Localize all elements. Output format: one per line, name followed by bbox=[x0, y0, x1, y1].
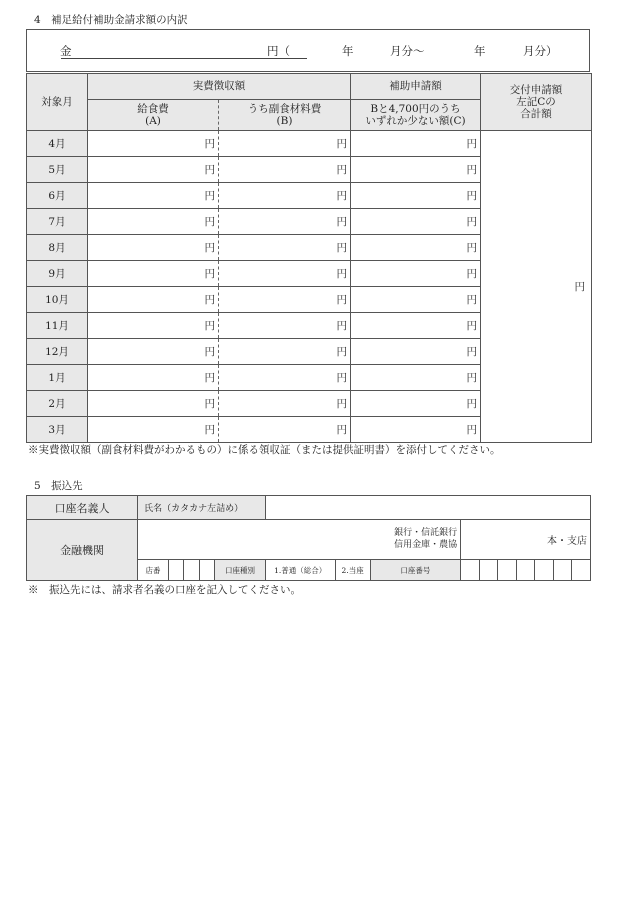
subsidy-header: 補助申請額 bbox=[351, 74, 481, 100]
side-material-sub: (B) bbox=[276, 115, 293, 127]
section5-title: 5 振込先 bbox=[34, 480, 83, 492]
section5-note: ※ 振込先には、請求者名義の口座を記入してください。 bbox=[28, 584, 301, 596]
account-number-digit-7[interactable] bbox=[572, 560, 591, 581]
subsidy-subheader bbox=[351, 100, 481, 131]
side-material-cell[interactable]: 円 bbox=[219, 417, 351, 443]
meal-cost-cell[interactable]: 円 bbox=[88, 183, 219, 209]
month-label: 9月 bbox=[27, 261, 88, 287]
month-label: 12月 bbox=[27, 339, 88, 365]
side-material-cell[interactable]: 円 bbox=[219, 313, 351, 339]
grant-header-line2: 左記Cの bbox=[516, 95, 556, 108]
meal-cost-header bbox=[88, 100, 219, 131]
meal-cost-sub: (A) bbox=[145, 115, 161, 127]
subsidy-cell[interactable]: 円 bbox=[351, 339, 481, 365]
bank-types-line2: 信用金庫・農協 bbox=[394, 539, 458, 550]
account-number-digit-4[interactable] bbox=[516, 560, 535, 581]
side-material-cell[interactable]: 円 bbox=[219, 365, 351, 391]
section4-title: 4 補足給付補助金請求額の内訳 bbox=[34, 14, 188, 26]
meal-cost-cell[interactable]: 円 bbox=[88, 157, 219, 183]
grant-header bbox=[481, 74, 592, 131]
subsidy-cell[interactable]: 円 bbox=[351, 183, 481, 209]
meal-cost-cell[interactable]: 円 bbox=[88, 339, 219, 365]
side-material-cell[interactable]: 円 bbox=[219, 235, 351, 261]
subsidy-cell[interactable]: 円 bbox=[351, 131, 481, 157]
account-number-digit-6[interactable] bbox=[553, 560, 572, 581]
meal-cost-cell[interactable]: 円 bbox=[88, 391, 219, 417]
branch-number-label: 店番 bbox=[138, 560, 169, 581]
subsidy-cell[interactable]: 円 bbox=[351, 287, 481, 313]
account-number-digit-5[interactable] bbox=[535, 560, 554, 581]
meal-cost-cell[interactable]: 円 bbox=[88, 287, 219, 313]
branch-number-digit-2[interactable] bbox=[184, 560, 199, 581]
subsidy-cell[interactable]: 円 bbox=[351, 261, 481, 287]
month-label: 4月 bbox=[27, 131, 88, 157]
grant-header-line3: 合計額 bbox=[520, 108, 552, 121]
account-type-label: 口座種別 bbox=[215, 560, 265, 581]
target-month-header: 対象月 bbox=[27, 74, 88, 131]
month-label: 11月 bbox=[27, 313, 88, 339]
subsidy-cell[interactable]: 円 bbox=[351, 391, 481, 417]
branch-name-field[interactable]: 本・支店 bbox=[461, 520, 591, 560]
side-material-cell[interactable]: 円 bbox=[219, 183, 351, 209]
account-number-label: 口座番号 bbox=[370, 560, 461, 581]
subsidy-cell[interactable]: 円 bbox=[351, 209, 481, 235]
bank-name-field[interactable] bbox=[138, 520, 461, 560]
side-material-cell[interactable]: 円 bbox=[219, 391, 351, 417]
to-month-label: 月分） bbox=[523, 44, 558, 58]
from-year-label: 年 bbox=[342, 44, 354, 58]
subsidy-cell[interactable]: 円 bbox=[351, 157, 481, 183]
meal-cost-cell[interactable]: 円 bbox=[88, 209, 219, 235]
meal-cost-cell[interactable]: 円 bbox=[88, 261, 219, 287]
grant-total-cell[interactable]: 円 bbox=[481, 131, 592, 443]
side-material-cell[interactable]: 円 bbox=[219, 209, 351, 235]
grant-header-line1: 交付申請額 bbox=[509, 83, 563, 96]
financial-institution-label: 金融機関 bbox=[27, 520, 138, 581]
amount-box bbox=[26, 29, 590, 72]
subsidy-cell[interactable]: 円 bbox=[351, 365, 481, 391]
account-number-digit-3[interactable] bbox=[498, 560, 517, 581]
month-label: 6月 bbox=[27, 183, 88, 209]
meal-cost-cell[interactable]: 円 bbox=[88, 417, 219, 443]
account-number-digit-1[interactable] bbox=[461, 560, 480, 581]
month-label: 5月 bbox=[27, 157, 88, 183]
meal-cost-label: 給食費 bbox=[137, 102, 169, 115]
side-material-label: うち副食材料費 bbox=[247, 102, 322, 115]
meal-cost-cell[interactable]: 円 bbox=[88, 131, 219, 157]
bank-types-line1: 銀行・信託銀行 bbox=[394, 527, 458, 538]
bank-table bbox=[26, 495, 591, 581]
month-row bbox=[27, 131, 592, 157]
branch-number-digit-1[interactable] bbox=[168, 560, 183, 581]
actual-cost-header: 実費徴収額 bbox=[88, 74, 351, 100]
meal-cost-cell[interactable]: 円 bbox=[88, 313, 219, 339]
account-holder-label: 口座名義人 bbox=[27, 496, 138, 520]
section4-note: ※実費徴収額（副食材料費がわかるもの）に係る領収証（または提供証明書）を添付してください。 bbox=[28, 444, 501, 456]
from-month-label: 月分～ bbox=[390, 44, 425, 58]
subsidy-sub-line1: Bと4,700円のうち bbox=[370, 102, 461, 115]
account-holder-name-field[interactable] bbox=[265, 496, 590, 520]
month-label: 1月 bbox=[27, 365, 88, 391]
side-material-cell[interactable]: 円 bbox=[219, 131, 351, 157]
subsidy-cell[interactable]: 円 bbox=[351, 417, 481, 443]
month-label: 7月 bbox=[27, 209, 88, 235]
meal-cost-cell[interactable]: 円 bbox=[88, 365, 219, 391]
account-number-digit-2[interactable] bbox=[479, 560, 498, 581]
meal-cost-cell[interactable]: 円 bbox=[88, 235, 219, 261]
subsidy-cell[interactable]: 円 bbox=[351, 235, 481, 261]
name-label: 氏名（カタカナ左詰め） bbox=[138, 496, 266, 520]
branch-number-digit-3[interactable] bbox=[199, 560, 214, 581]
month-label: 3月 bbox=[27, 417, 88, 443]
month-label: 10月 bbox=[27, 287, 88, 313]
month-label: 8月 bbox=[27, 235, 88, 261]
side-material-cell[interactable]: 円 bbox=[219, 339, 351, 365]
side-material-header bbox=[219, 100, 351, 131]
account-type-option-2[interactable]: 2.当座 bbox=[335, 560, 370, 581]
account-type-option-1[interactable]: 1.普通（総合） bbox=[265, 560, 335, 581]
side-material-cell[interactable]: 円 bbox=[219, 261, 351, 287]
to-year-label: 年 bbox=[474, 44, 486, 58]
subsidy-sub-line2: いずれか少ない額(C) bbox=[365, 115, 466, 127]
side-material-cell[interactable]: 円 bbox=[219, 157, 351, 183]
kin-label: 金 bbox=[60, 44, 72, 58]
subsidy-cell[interactable]: 円 bbox=[351, 313, 481, 339]
amount-yen-label: 円（ bbox=[267, 44, 290, 58]
month-label: 2月 bbox=[27, 391, 88, 417]
side-material-cell[interactable]: 円 bbox=[219, 287, 351, 313]
breakdown-table bbox=[26, 73, 592, 443]
